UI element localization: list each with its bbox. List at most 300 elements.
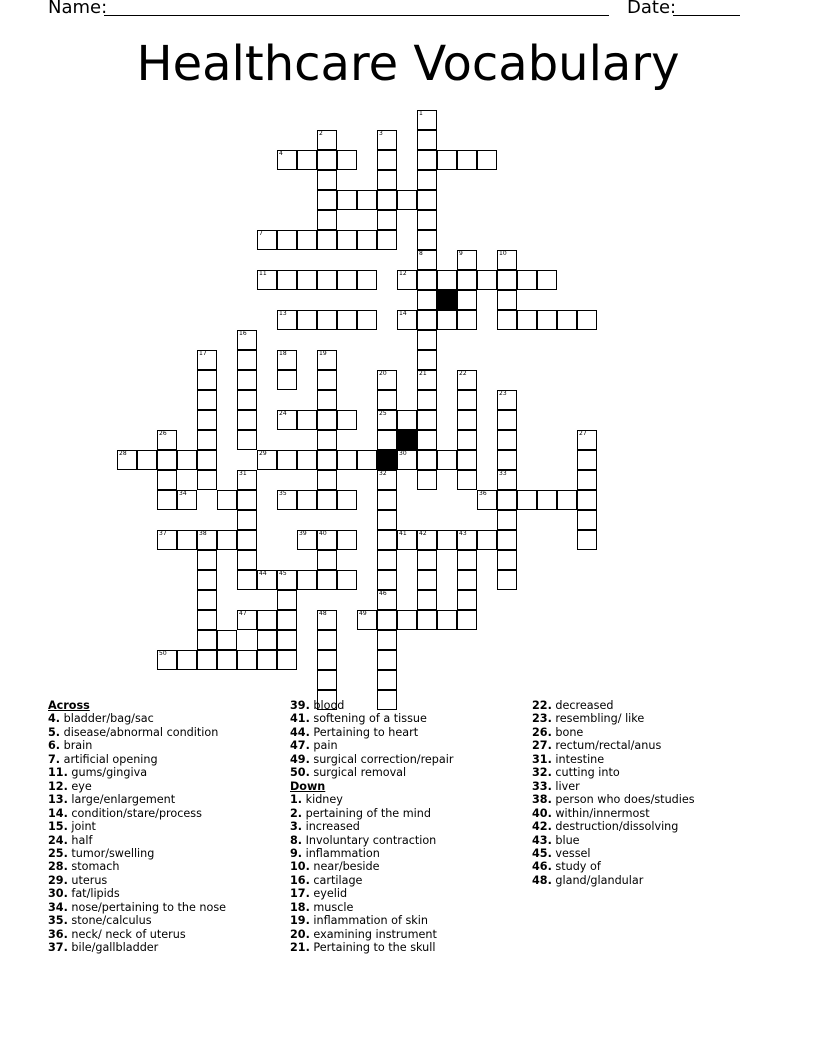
grid-cell[interactable] xyxy=(457,290,477,310)
grid-cell[interactable] xyxy=(457,590,477,610)
grid-cell[interactable] xyxy=(337,310,357,330)
grid-cell[interactable] xyxy=(197,530,217,550)
cell-number: 26 xyxy=(159,430,167,437)
grid-cell[interactable] xyxy=(377,190,397,210)
grid-cell[interactable] xyxy=(417,230,437,250)
grid-cell[interactable] xyxy=(217,490,237,510)
grid-cell[interactable] xyxy=(437,310,457,330)
grid-cell[interactable] xyxy=(397,310,417,330)
grid-cell[interactable] xyxy=(257,450,277,470)
grid-cell[interactable] xyxy=(577,310,597,330)
clue-number: 29. xyxy=(48,873,68,887)
grid-cell[interactable] xyxy=(197,610,217,630)
grid-cell[interactable] xyxy=(577,490,597,510)
grid-cell[interactable] xyxy=(297,270,317,290)
grid-cell[interactable] xyxy=(557,310,577,330)
clue-item xyxy=(532,860,695,873)
grid-cell[interactable] xyxy=(377,470,397,490)
grid-cell[interactable] xyxy=(417,530,437,550)
grid-cell[interactable] xyxy=(417,210,437,230)
grid-cell[interactable] xyxy=(317,530,337,550)
grid-cell[interactable] xyxy=(477,490,497,510)
grid-cell[interactable] xyxy=(417,290,437,310)
cell-number: 48 xyxy=(319,610,327,617)
grid-cell[interactable] xyxy=(417,550,437,570)
clue-number: 44. xyxy=(290,725,310,739)
clue-text: stone/calculus xyxy=(67,914,152,928)
clue-item xyxy=(290,820,453,833)
grid-cell[interactable] xyxy=(277,650,297,670)
grid-cell[interactable] xyxy=(497,570,517,590)
grid-cell[interactable] xyxy=(217,650,237,670)
grid-cell[interactable] xyxy=(317,230,337,250)
grid-cell[interactable] xyxy=(477,150,497,170)
grid-cell[interactable] xyxy=(317,170,337,190)
grid-cell[interactable] xyxy=(277,350,297,370)
blocked-cell xyxy=(397,430,417,450)
grid-cell[interactable] xyxy=(457,470,477,490)
grid-cell[interactable] xyxy=(457,150,477,170)
clue-text: large/enlargement xyxy=(67,793,176,807)
grid-cell[interactable] xyxy=(257,230,277,250)
grid-cell[interactable] xyxy=(197,390,217,410)
clue-text: artificial opening xyxy=(60,752,158,766)
grid-cell[interactable] xyxy=(537,490,557,510)
grid-cell[interactable] xyxy=(497,430,517,450)
grid-cell[interactable] xyxy=(417,370,437,390)
grid-cell[interactable] xyxy=(417,450,437,470)
grid-cell[interactable] xyxy=(237,410,257,430)
grid-cell[interactable] xyxy=(237,390,257,410)
grid-cell[interactable] xyxy=(457,550,477,570)
clue-item xyxy=(290,901,453,914)
clue-text: destruction/dissolving xyxy=(551,820,679,834)
cell-number: 29 xyxy=(259,450,267,457)
grid-cell[interactable] xyxy=(577,470,597,490)
cell-number: 9 xyxy=(459,250,463,257)
date-field[interactable] xyxy=(673,15,740,16)
grid-cell[interactable] xyxy=(417,190,437,210)
grid-cell[interactable] xyxy=(377,630,397,650)
grid-cell[interactable] xyxy=(397,410,417,430)
grid-cell[interactable] xyxy=(397,190,417,210)
cell-number: 33 xyxy=(499,470,507,477)
grid-cell[interactable] xyxy=(277,230,297,250)
grid-cell[interactable] xyxy=(337,570,357,590)
grid-cell[interactable] xyxy=(437,150,457,170)
grid-cell[interactable] xyxy=(197,590,217,610)
grid-cell[interactable] xyxy=(237,430,257,450)
clue-number: 4. xyxy=(48,712,61,726)
grid-cell[interactable] xyxy=(337,150,357,170)
grid-cell[interactable] xyxy=(537,310,557,330)
down-heading: Down xyxy=(290,779,326,793)
grid-cell[interactable] xyxy=(337,270,357,290)
clue-text: kidney xyxy=(302,793,343,807)
grid-cell[interactable] xyxy=(257,270,277,290)
grid-cell[interactable] xyxy=(397,450,417,470)
grid-cell[interactable] xyxy=(337,490,357,510)
grid-cell[interactable] xyxy=(317,650,337,670)
grid-cell[interactable] xyxy=(437,450,457,470)
grid-cell[interactable] xyxy=(317,630,337,650)
grid-cell[interactable] xyxy=(317,610,337,630)
clue-item xyxy=(532,834,695,847)
cell-number: 35 xyxy=(279,490,287,497)
clue-number: 35. xyxy=(48,914,68,928)
grid-cell[interactable] xyxy=(417,110,437,130)
clue-item xyxy=(532,820,695,833)
clue-number: 5. xyxy=(48,725,61,739)
clue-text: inflammation of skin xyxy=(309,914,428,928)
grid-cell[interactable] xyxy=(417,330,437,350)
grid-cell[interactable] xyxy=(277,150,297,170)
clue-number: 41. xyxy=(290,712,310,726)
grid-cell[interactable] xyxy=(497,470,517,490)
grid-cell[interactable] xyxy=(357,610,377,630)
grid-cell[interactable] xyxy=(457,370,477,390)
clue-item xyxy=(290,766,453,779)
grid-cell[interactable] xyxy=(337,190,357,210)
grid-cell[interactable] xyxy=(317,550,337,570)
clue-item xyxy=(290,860,453,873)
clue-number: 40. xyxy=(532,806,552,820)
clue-item xyxy=(48,928,226,941)
clue-text: inflammation xyxy=(302,846,380,860)
clue-text: disease/abnormal condition xyxy=(60,725,219,739)
grid-cell[interactable] xyxy=(337,530,357,550)
grid-cell[interactable] xyxy=(517,310,537,330)
grid-cell[interactable] xyxy=(377,390,397,410)
grid-cell[interactable] xyxy=(317,470,337,490)
clue-text: within/innermost xyxy=(551,806,650,820)
grid-cell[interactable] xyxy=(377,490,397,510)
clue-item xyxy=(290,753,453,766)
cell-number: 46 xyxy=(379,590,387,597)
grid-cell[interactable] xyxy=(457,270,477,290)
grid-cell[interactable] xyxy=(457,250,477,270)
clue-text: surgical removal xyxy=(309,766,407,780)
grid-cell[interactable] xyxy=(477,270,497,290)
grid-cell[interactable] xyxy=(297,410,317,430)
name-field[interactable] xyxy=(104,15,609,16)
grid-cell[interactable] xyxy=(117,450,137,470)
grid-cell[interactable] xyxy=(497,490,517,510)
grid-cell[interactable] xyxy=(377,430,397,450)
grid-cell[interactable] xyxy=(177,650,197,670)
cell-number: 8 xyxy=(419,250,423,257)
grid-cell[interactable] xyxy=(317,150,337,170)
cell-number: 43 xyxy=(459,530,467,537)
grid-cell[interactable] xyxy=(317,490,337,510)
grid-cell[interactable] xyxy=(277,490,297,510)
clue-item xyxy=(48,847,226,860)
grid-cell[interactable] xyxy=(517,490,537,510)
grid-cell[interactable] xyxy=(437,270,457,290)
grid-cell[interactable] xyxy=(557,490,577,510)
grid-cell[interactable] xyxy=(257,610,277,630)
grid-cell[interactable] xyxy=(177,530,197,550)
cell-number: 20 xyxy=(379,370,387,377)
grid-cell[interactable] xyxy=(577,510,597,530)
grid-cell[interactable] xyxy=(317,210,337,230)
grid-cell[interactable] xyxy=(237,470,257,490)
grid-cell[interactable] xyxy=(337,450,357,470)
grid-cell[interactable] xyxy=(457,450,477,470)
clue-item xyxy=(48,914,226,927)
grid-cell[interactable] xyxy=(317,270,337,290)
clues-column-1 xyxy=(48,699,226,955)
across-heading: Across xyxy=(48,699,90,712)
grid-cell[interactable] xyxy=(297,310,317,330)
grid-cell[interactable] xyxy=(197,450,217,470)
grid-cell[interactable] xyxy=(417,410,437,430)
cell-number: 42 xyxy=(419,530,427,537)
clue-number: 32. xyxy=(532,766,552,780)
grid-cell[interactable] xyxy=(457,410,477,430)
grid-cell[interactable] xyxy=(317,370,337,390)
blocked-cell xyxy=(377,450,397,470)
clue-item xyxy=(48,901,226,914)
grid-cell[interactable] xyxy=(277,310,297,330)
clue-text: blood xyxy=(309,699,345,712)
clue-number: 15. xyxy=(48,820,68,834)
grid-cell[interactable] xyxy=(417,170,437,190)
grid-cell[interactable] xyxy=(457,310,477,330)
clue-item xyxy=(532,739,695,752)
grid-cell[interactable] xyxy=(417,130,437,150)
grid-cell[interactable] xyxy=(197,350,217,370)
grid-cell[interactable] xyxy=(197,650,217,670)
grid-cell[interactable] xyxy=(317,350,337,370)
grid-cell[interactable] xyxy=(577,430,597,450)
grid-cell[interactable] xyxy=(197,430,217,450)
grid-cell[interactable] xyxy=(237,370,257,390)
grid-cell[interactable] xyxy=(297,530,317,550)
grid-cell[interactable] xyxy=(457,390,477,410)
grid-cell[interactable] xyxy=(577,450,597,470)
cell-number: 17 xyxy=(199,350,207,357)
clue-number: 48. xyxy=(532,873,552,887)
grid-cell[interactable] xyxy=(417,270,437,290)
grid-cell[interactable] xyxy=(417,390,437,410)
clue-text: eyelid xyxy=(309,887,348,901)
grid-cell[interactable] xyxy=(377,550,397,570)
clue-number: 2. xyxy=(290,806,303,820)
grid-cell[interactable] xyxy=(377,670,397,690)
grid-cell[interactable] xyxy=(497,390,517,410)
clue-text: blue xyxy=(551,833,580,847)
cell-number: 30 xyxy=(399,450,407,457)
grid-cell[interactable] xyxy=(157,490,177,510)
grid-cell[interactable] xyxy=(357,190,377,210)
grid-cell[interactable] xyxy=(377,370,397,390)
grid-cell[interactable] xyxy=(277,570,297,590)
clue-item xyxy=(290,847,453,860)
grid-cell[interactable] xyxy=(237,330,257,350)
grid-cell[interactable] xyxy=(157,450,177,470)
grid-cell[interactable] xyxy=(377,530,397,550)
grid-cell[interactable] xyxy=(497,290,517,310)
grid-cell[interactable] xyxy=(317,410,337,430)
grid-cell[interactable] xyxy=(457,610,477,630)
grid-cell[interactable] xyxy=(157,430,177,450)
cell-number: 1 xyxy=(419,110,423,117)
grid-cell[interactable] xyxy=(277,410,297,430)
clue-item xyxy=(48,793,226,806)
clue-text: brain xyxy=(60,739,93,753)
clue-number: 33. xyxy=(532,779,552,793)
grid-cell[interactable] xyxy=(317,310,337,330)
grid-cell[interactable] xyxy=(277,270,297,290)
grid-cell[interactable] xyxy=(177,450,197,470)
grid-cell[interactable] xyxy=(197,370,217,390)
grid-cell[interactable] xyxy=(497,250,517,270)
clue-item xyxy=(48,820,226,833)
grid-cell[interactable] xyxy=(237,530,257,550)
grid-cell[interactable] xyxy=(437,610,457,630)
grid-cell[interactable] xyxy=(257,570,277,590)
grid-cell[interactable] xyxy=(357,270,377,290)
clue-text: near/beside xyxy=(309,860,380,874)
grid-cell[interactable] xyxy=(237,490,257,510)
grid-cell[interactable] xyxy=(277,630,297,650)
clue-item xyxy=(48,753,226,766)
grid-cell[interactable] xyxy=(457,430,477,450)
grid-cell[interactable] xyxy=(297,490,317,510)
grid-cell[interactable] xyxy=(277,610,297,630)
grid-cell[interactable] xyxy=(157,530,177,550)
grid-cell[interactable] xyxy=(297,230,317,250)
grid-cell[interactable] xyxy=(377,510,397,530)
grid-cell[interactable] xyxy=(377,230,397,250)
grid-cell[interactable] xyxy=(197,570,217,590)
grid-cell[interactable] xyxy=(457,530,477,550)
grid-cell[interactable] xyxy=(317,190,337,210)
grid-cell[interactable] xyxy=(337,410,357,430)
grid-cell[interactable] xyxy=(397,530,417,550)
grid-cell[interactable] xyxy=(437,530,457,550)
grid-cell[interactable] xyxy=(237,570,257,590)
grid-cell[interactable] xyxy=(237,610,257,630)
grid-cell[interactable] xyxy=(417,590,437,610)
grid-cell[interactable] xyxy=(177,490,197,510)
clue-item xyxy=(290,699,453,712)
grid-cell[interactable] xyxy=(317,450,337,470)
grid-cell[interactable] xyxy=(497,410,517,430)
grid-cell[interactable] xyxy=(417,570,437,590)
grid-cell[interactable] xyxy=(257,650,277,670)
grid-cell[interactable] xyxy=(277,590,297,610)
cell-number: 49 xyxy=(359,610,367,617)
grid-cell[interactable] xyxy=(377,170,397,190)
grid-cell[interactable] xyxy=(517,270,537,290)
grid-cell[interactable] xyxy=(237,550,257,570)
grid-cell[interactable] xyxy=(497,530,517,550)
grid-cell[interactable] xyxy=(197,550,217,570)
grid-cell[interactable] xyxy=(457,570,477,590)
grid-cell[interactable] xyxy=(297,150,317,170)
cell-number: 23 xyxy=(499,390,507,397)
grid-cell[interactable] xyxy=(497,310,517,330)
grid-cell[interactable] xyxy=(497,270,517,290)
grid-cell[interactable] xyxy=(337,230,357,250)
clue-number: 42. xyxy=(532,820,552,834)
grid-cell[interactable] xyxy=(297,450,317,470)
grid-cell[interactable] xyxy=(317,570,337,590)
grid-cell[interactable] xyxy=(497,550,517,570)
clue-text: bladder/bag/sac xyxy=(60,712,154,726)
grid-cell[interactable] xyxy=(137,450,157,470)
grid-cell[interactable] xyxy=(397,270,417,290)
grid-cell[interactable] xyxy=(237,510,257,530)
grid-cell[interactable] xyxy=(297,570,317,590)
clue-item xyxy=(290,914,453,927)
grid-cell[interactable] xyxy=(217,630,237,650)
clue-item xyxy=(48,860,226,873)
grid-cell[interactable] xyxy=(377,590,397,610)
grid-cell[interactable] xyxy=(377,610,397,630)
clue-number: 23. xyxy=(532,712,552,726)
grid-cell[interactable] xyxy=(377,410,397,430)
grid-cell[interactable] xyxy=(417,610,437,630)
grid-cell[interactable] xyxy=(377,150,397,170)
grid-cell[interactable] xyxy=(197,470,217,490)
grid-cell[interactable] xyxy=(417,350,437,370)
grid-cell[interactable] xyxy=(317,130,337,150)
grid-cell[interactable] xyxy=(417,470,437,490)
grid-cell[interactable] xyxy=(497,510,517,530)
grid-cell[interactable] xyxy=(237,350,257,370)
grid-cell[interactable] xyxy=(417,150,437,170)
grid-cell[interactable] xyxy=(317,670,337,690)
grid-cell[interactable] xyxy=(377,570,397,590)
grid-cell[interactable] xyxy=(417,310,437,330)
grid-cell[interactable] xyxy=(197,630,217,650)
grid-cell[interactable] xyxy=(157,650,177,670)
grid-cell[interactable] xyxy=(477,530,497,550)
grid-cell[interactable] xyxy=(257,630,277,650)
grid-cell[interactable] xyxy=(377,650,397,670)
clue-text: surgical correction/repair xyxy=(309,752,454,766)
grid-cell[interactable] xyxy=(157,470,177,490)
grid-cell[interactable] xyxy=(537,270,557,290)
grid-cell[interactable] xyxy=(497,450,517,470)
clue-item xyxy=(48,766,226,779)
grid-cell[interactable] xyxy=(377,130,397,150)
grid-cell[interactable] xyxy=(217,530,237,550)
grid-cell[interactable] xyxy=(577,530,597,550)
cell-number: 22 xyxy=(459,370,467,377)
grid-cell[interactable] xyxy=(377,210,397,230)
grid-cell[interactable] xyxy=(197,410,217,430)
grid-cell[interactable] xyxy=(277,370,297,390)
clue-number: 3. xyxy=(290,820,303,834)
grid-cell[interactable] xyxy=(317,390,337,410)
cell-number: 27 xyxy=(579,430,587,437)
clue-number: 49. xyxy=(290,752,310,766)
clue-number: 8. xyxy=(290,833,303,847)
grid-cell[interactable] xyxy=(417,430,437,450)
grid-cell[interactable] xyxy=(237,650,257,670)
grid-cell[interactable] xyxy=(317,430,337,450)
grid-cell[interactable] xyxy=(357,450,377,470)
grid-cell[interactable] xyxy=(417,250,437,270)
grid-cell[interactable] xyxy=(357,310,377,330)
grid-cell[interactable] xyxy=(357,230,377,250)
grid-cell[interactable] xyxy=(397,610,417,630)
grid-cell[interactable] xyxy=(277,450,297,470)
